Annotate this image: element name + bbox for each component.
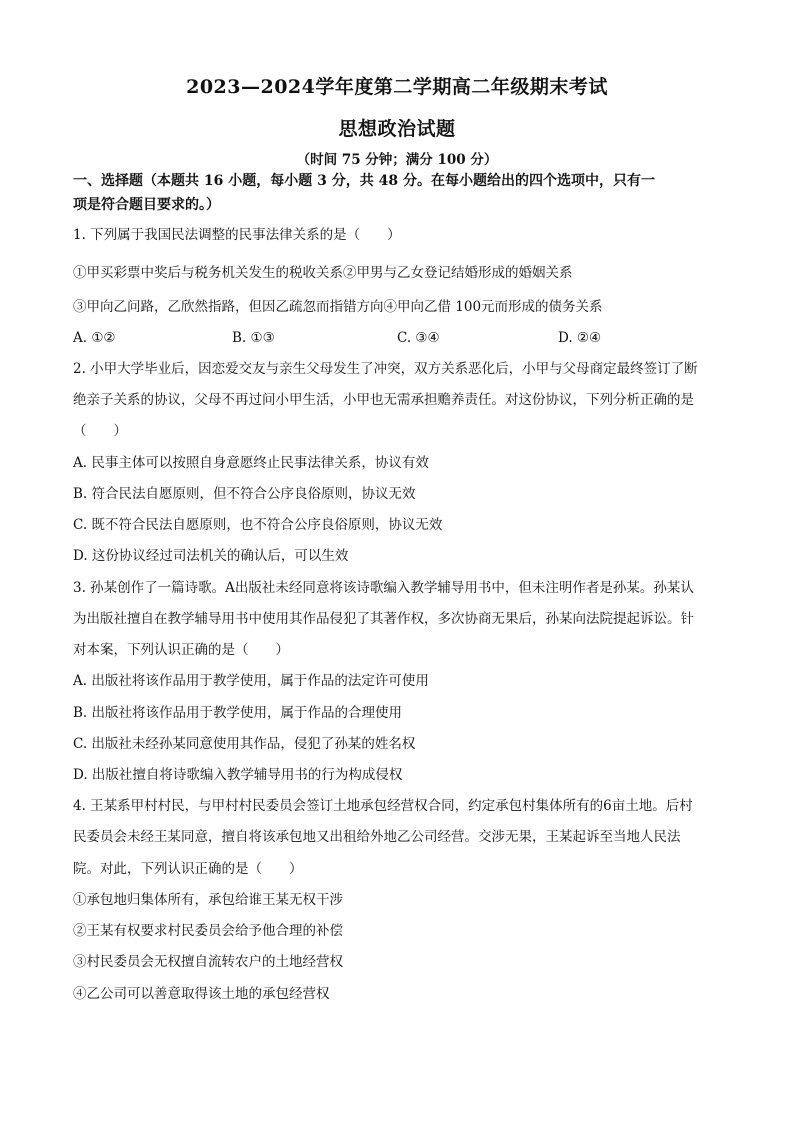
q4-stem-cont: 院。对此，下列认识正确的是（ ） [73, 861, 303, 877]
q2-stem-cont: （ ） [73, 423, 127, 439]
q3-option-c: C. 出版社未经孙某同意使用其作品，侵犯了孙某的姓名权 [73, 736, 416, 752]
q1-choice-d: D. ②④ [558, 330, 602, 346]
q2-option-d: D. 这份协议经过司法机关的确认后，可以生效 [73, 548, 349, 564]
subject-title: 思想政治试题 [338, 118, 456, 140]
q2-stem-cont: 绝亲子关系的协议，父母不再过问小甲生活，小甲也无需承担赡养责任。对这份协议，下列分析正确的是 [73, 392, 694, 408]
q4-item-4: ④乙公司可以善意取得该土地的承包经营权 [73, 986, 330, 1002]
q3-option-d: D. 出版社擅自将诗歌编入教学辅导用书的行为构成侵权 [73, 767, 403, 783]
q4-item-3: ③村民委员会无权擅自流转农户的土地经营权 [73, 954, 343, 970]
q3-stem: 3. 孙某创作了一篇诗歌。A出版社未经同意将该诗歌编入教学辅导用书中，但未注明作者是孙某。孙某认 [73, 580, 694, 596]
q1-item-line: ③甲向乙问路，乙欣然指路，但因乙疏忽而指错方向④甲向乙借 100元而形成的债务关系 [73, 299, 603, 315]
q3-stem-cont: 为出版社擅自在教学辅导用书中使用其作品侵犯了其著作权，多次协商无果后，孙某向法院提起诉讼。针 [73, 611, 694, 627]
q2-option-b: B. 符合民法自愿原则，但不符合公序良俗原则，协议无效 [73, 486, 416, 502]
q3-stem-cont: 对本案，下列认识正确的是（ ） [73, 642, 289, 658]
section-heading: 一、选择题（本题共 16 小题，每小题 3 分，共 48 分。在每小题给出的四个选项中，只有一 [73, 173, 655, 189]
section-heading-cont: 项是符合题目要求的。） [73, 197, 220, 213]
q3-option-b: B. 出版社将该作品用于教学使用，属于作品的合理使用 [73, 705, 403, 721]
q4-stem: 4. 王某系甲村村民，与甲村村民委员会签订土地承包经营权合同，约定承包村集体所有的6亩土地。后村 [73, 798, 693, 814]
q4-item-2: ②王某有权要求村民委员会给予他合理的补偿 [73, 923, 343, 939]
q4-stem-cont: 民委员会未经王某同意，擅自将该承包地又出租给外地乙公司经营。交涉无果，王某起诉至当地人民法 [73, 829, 681, 845]
q1-choice-a: A. ①② [73, 330, 116, 346]
q1-item-line: ①甲买彩票中奖后与税务机关发生的税收关系②甲男与乙女登记结婚形成的婚姻关系 [73, 265, 573, 281]
q3-option-a: A. 出版社将该作品用于教学使用，属于作品的法定许可使用 [73, 673, 429, 689]
q2-option-a: A. 民事主体可以按照自身意愿终止民事法律关系，协议有效 [73, 455, 429, 471]
exam-meta: （时间 75 分钟；满分 100 分） [296, 152, 498, 168]
q4-item-1: ①承包地归集体所有，承包给谁王某无权干涉 [73, 892, 343, 908]
exam-title: 2023—2024学年度第二学期高二年级期末考试 [186, 76, 608, 98]
q1-stem: 1. 下列属于我国民法调整的民事法律关系的是（ ） [73, 227, 401, 243]
q2-stem: 2. 小甲大学毕业后，因恋爱交友与亲生父母发生了冲突，双方关系恶化后，小甲与父母商定最终签订了断 [73, 361, 698, 377]
q1-choice-b: B. ①③ [232, 330, 275, 346]
q1-choice-c: C. ③④ [397, 330, 440, 346]
q2-option-c: C. 既不符合民法自愿原则，也不符合公序良俗原则，协议无效 [73, 517, 443, 533]
